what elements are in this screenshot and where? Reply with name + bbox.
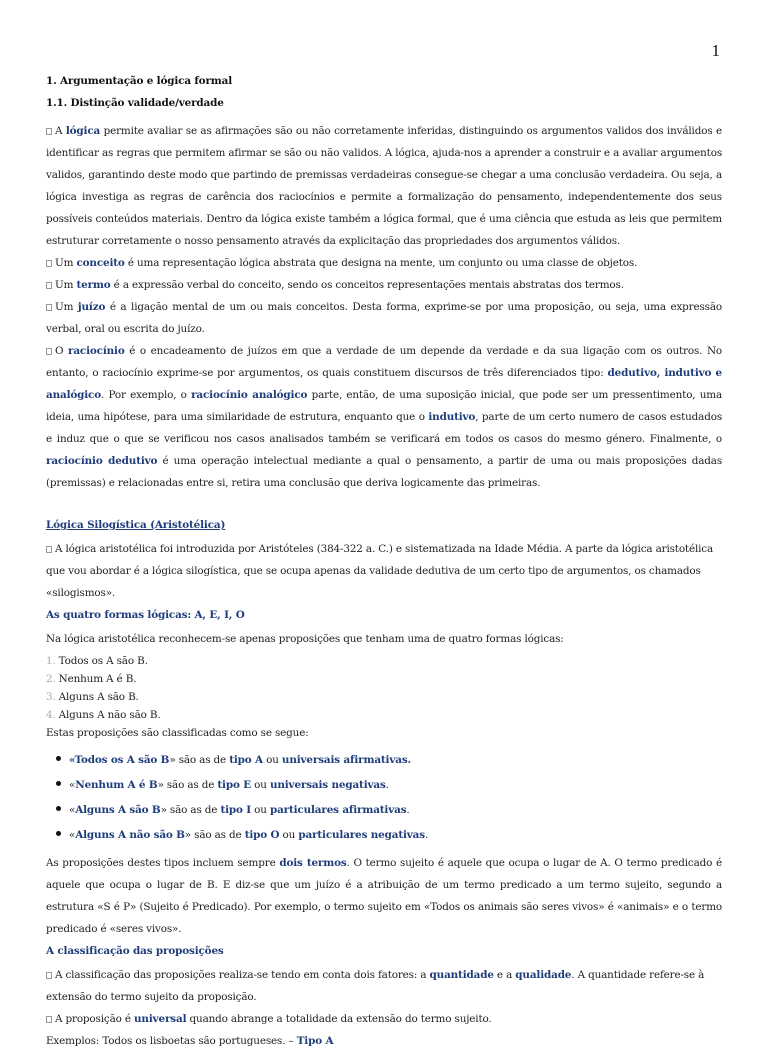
checkbox-glyph-icon	[46, 546, 52, 553]
checkbox-glyph-icon	[46, 128, 52, 135]
keyword: dedutivo, indutivo e analógico	[46, 367, 722, 401]
list-item: «Nenhum A é B» são as de tipo E ou universais negativas.	[56, 773, 722, 798]
paragraph-classificacao: A classificação das proposições realiza-se tendo em conta dois fatores: a quantidade e a qualidade. A quantidade refere-se à extensão do termo sujeito da proposição.	[46, 969, 705, 1003]
keyword: raciocínio analógico	[191, 389, 308, 401]
keyword: termo	[76, 279, 111, 291]
checkbox-glyph-icon	[46, 304, 52, 311]
list-item: «Alguns A não são B» são as de tipo O ou particulares negativas.	[56, 823, 722, 848]
document-body	[46, 70, 722, 1052]
list-item: 3. Alguns A são B.	[46, 691, 139, 703]
heading-quatro-formas: As quatro formas lógicas: A, E, I, O	[46, 609, 245, 621]
checkbox-glyph-icon	[46, 282, 52, 289]
paragraph-termo: Um termo é a expressão verbal do conceito, sendo os conceitos representações mentais abstratas dos termos.	[46, 274, 722, 296]
list-item: «Todos os A são B» são as de tipo A ou universais afirmativas.	[56, 748, 722, 773]
paragraph-classified-intro: Estas proposições são classificadas como se segue:	[46, 727, 309, 739]
paragraph-raciocinio: O raciocínio é o encadeamento de juízos em que a verdade de um depende da verdade e da sua ligação com os outros. No entanto, o raciocínio exprime-se por argumentos, os quais constituem discursos de três diferenciados tipo: dedutivo, indutivo e analógico. Por exemplo, o raciocínio analógico parte, então, de uma suposição inicial, que pode ser um pressentimento, uma ideia, uma hipótese, para uma similaridade de estrutura, enquanto que o indutivo, parte de um certo numero de casos estudados e induz que o que se verificou nos casos analisados também se verificará em todos os casos do mesmo género. Finalmente, o raciocínio dedutivo é uma operação intelectual mediante a qual o pensamento, a partir de uma ou mais proposições dadas (premissas) e relacionadas entre si, retira uma conclusão que deriva logicamente das primeiras.	[46, 345, 723, 489]
checkbox-glyph-icon	[46, 260, 52, 267]
bullet-list	[46, 748, 722, 848]
bullet-icon	[56, 831, 61, 836]
keyword: lógica	[65, 125, 101, 137]
paragraph-forms-intro: Na lógica aristotélica reconhecem-se apenas proposições que tenham uma de quatro formas lógicas:	[46, 633, 564, 645]
paragraph-universal: A proposição é universal quando abrange a totalidade da extensão do termo sujeito.	[46, 1008, 722, 1030]
keyword: quantidade	[429, 969, 494, 981]
list-item: 2. Nenhum A é B.	[46, 673, 137, 685]
keyword: dois termos	[279, 857, 347, 869]
section-title: 1. Argumentação e lógica formal	[46, 75, 233, 87]
checkbox-glyph-icon	[46, 972, 52, 979]
keyword: Tipo A	[296, 1035, 334, 1047]
heading-silogistica: Lógica Silogística (Aristotélica)	[46, 519, 226, 531]
bullet-icon	[56, 781, 61, 786]
paragraph-termos: As proposições destes tipos incluem sempre dois termos. O termo sujeito é aquele que ocupa o lugar de A. O termo predicado é aquele que ocupa o lugar de B. E diz-se que um juízo é a atribuição de um termo predicado a um termo sujeito, segundo a estrutura «S é P» (Sujeito é Predicado). Por exemplo, o termo sujeito em «Todos os animais são seres vivos» é «animais» e o termo predicado é «seres vivos».	[46, 857, 722, 935]
list-item: 4. Alguns A não são B.	[46, 709, 161, 721]
bullet-icon	[56, 806, 61, 811]
paragraph-silogistica-intro: A lógica aristotélica foi introduzida por Aristóteles (384-322 a. C.) e sistematizada na Idade Média. A parte da lógica aristotélica que vou abordar é a lógica silogística, que se ocupa apenas da validade dedutiva de um certo tipo de argumentos, os chamados «silogismos».	[46, 543, 714, 599]
checkbox-glyph-icon	[46, 348, 52, 355]
keyword: universal	[134, 1013, 187, 1025]
checkbox-glyph-icon	[46, 1016, 52, 1023]
bullet-icon	[56, 756, 61, 761]
paragraph-juizo: Um juízo é a ligação mental de um ou mais conceitos. Desta forma, exprime-se por uma proposição, ou seja, uma expressão verbal, oral ou escrita do juízo.	[46, 301, 722, 335]
keyword: raciocínio	[68, 345, 125, 357]
keyword: juízo	[77, 301, 106, 313]
subsection-title: 1.1. Distinção validade/verdade	[46, 97, 224, 109]
keyword: conceito	[76, 257, 125, 269]
page-number: 1	[711, 41, 720, 60]
keyword: raciocínio dedutivo	[46, 455, 158, 467]
keyword: indutivo	[428, 411, 476, 423]
paragraph-exemplos: Exemplos: Todos os lisboetas são portugueses. – Tipo A	[46, 1035, 334, 1047]
list-item: 1. Todos os A são B.	[46, 655, 148, 667]
paragraph-logica: A lógica permite avaliar se as afirmações são ou não corretamente inferidas, distinguindo os argumentos validos dos inválidos e identificar as regras que permitem afirmar se são ou não validos. A lógica, ajuda-nos a aprender a construir e a avaliar argumentos validos, garantindo deste modo que partindo de premissas verdadeiras consegue-se chegar a uma conclusão verdadeira. Ou seja, a lógica investiga as regras de carência dos raciocínios e permite a formalização do pensamento, independentemente dos seus possíveis conteúdos materiais. Dentro da lógica existe também a lógica formal, que é uma ciência que estuda as leis que permitem estruturar corretamente o nosso pensamento através da explicitação das propriedades dos argumentos válidos.	[46, 125, 722, 247]
list-item: «Alguns A são B» são as de tipo I ou particulares afirmativas.	[56, 798, 722, 823]
keyword: qualidade	[515, 969, 572, 981]
heading-classificacao: A classificação das proposições	[46, 945, 224, 957]
numbered-list	[46, 652, 722, 724]
paragraph-conceito: Um conceito é uma representação lógica abstrata que designa na mente, um conjunto ou uma classe de objetos.	[46, 252, 722, 274]
